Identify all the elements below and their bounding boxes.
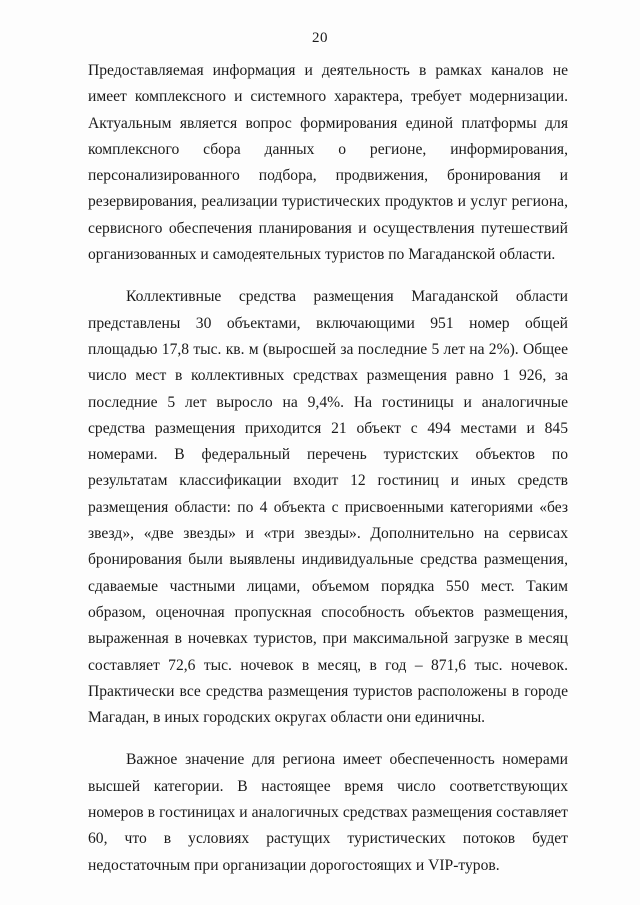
paragraph-channels-platform: Предоставляемая информация и деятельность в рамках каналов не имеет комплексного и системного характера, требует модернизации. Актуальным является вопрос формирования единой платформы для комплексного сбора данных о регионе, информирования, персонализированного подбора, продвижения, бронирования и резервирования, реализации туристических продуктов и услуг региона, сервисного обеспечения планирования и осуществления путешествий организованных и самодеятельных туристов по Магаданской области.	[88, 62, 568, 264]
body-text	[88, 58, 568, 879]
paragraph-high-category-rooms: Важное значение для региона имеет обеспеченность номерами высшей категории. В настоящее время число соответствующих номеров в гостиницах и аналогичных средствах размещения составляет 60, что в условиях растущих туристических потоков будет недостаточным при организации дорогостоящих и VIP-туров.	[88, 751, 568, 874]
paragraph-accommodation-facilities: Коллективные средства размещения Магаданской области представлены 30 объектами, включающими 951 номер общей площадью 17,8 тыс. кв. м (выросшей за последние 5 лет на 2%). Общее число мест в коллективных средствах размещения равно 1 926, за последние 5 лет выросло на 9,4%. На гостиницы и аналогичные средства размещения приходится 21 объект с 494 местами и 845 номерами. В федеральный перечень туристских объектов по результатам классификации входит 12 гостиниц и иных средств размещения области: по 4 объекта с присвоенными категориями «без звезд», «две звезды» и «три звезды». Дополнительно на сервисах бронирования были выявлены индивидуальные средства размещения, сдаваемые частными лицами, объемом порядка 550 мест. Таким образом, оценочная пропускная способность объектов размещения, выраженная в ночевках туристов, при максимальной загрузке в месяц составляет 72,6 тыс. ночевок в месяц, в год – 871,6 тыс. ночевок. Практически все средства размещения туристов расположены в городе Магадан, в иных городских округах области они единичны.	[88, 288, 568, 727]
page-number: 20	[312, 30, 328, 46]
